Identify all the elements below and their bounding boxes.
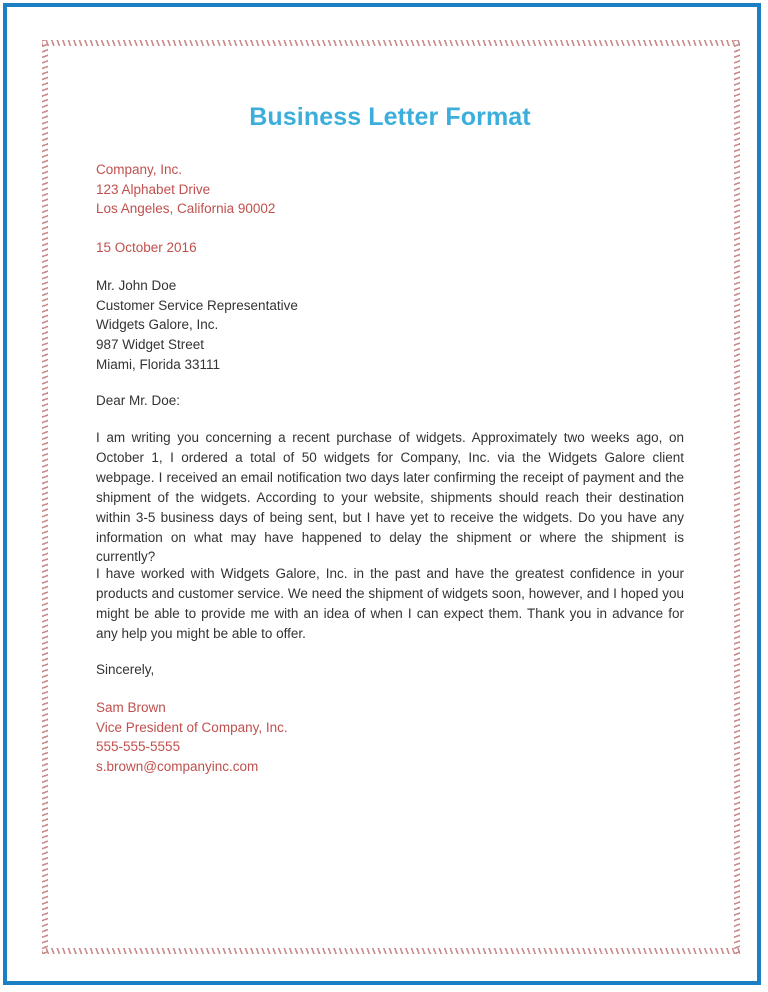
sender-address-line: 123 Alphabet Drive [96, 181, 211, 197]
body-paragraph: I have worked with Widgets Galore, Inc. in the past and have the greatest confidence in your products and customer service. We need the shipment of widgets soon, however, and I hoped you might be able to provide me with an idea of when I can expect them. Thank you in advance for any help you might be able to offer. [96, 566, 684, 641]
signature-name: Sam Brown [96, 700, 166, 715]
decorative-border-bottom [42, 948, 740, 954]
salutation-text: Dear Mr. Doe: [96, 393, 181, 408]
page-title: Business Letter Format [249, 103, 531, 131]
signature-title: Vice President of Company, Inc. [96, 719, 288, 735]
decorative-border-right [734, 40, 740, 954]
signature-email: s.brown@companyinc.com [96, 759, 259, 775]
closing-text: Sincerely, [96, 662, 155, 677]
body-paragraph: I am writing you concerning a recent purchase of widgets. Approximately two weeks ago, on October 1, I ordered a total of 50 widgets for Company, Inc. via the Widgets Galore client webpage. I received an email notification two days later confirming the receipt of payment and the shipment of the widgets. According to your website, shipments should reach their destination within 3-5 business days of being sent, but I have yet to receive the widgets. Do you have any information on what may have happened to delay the shipment or where the shipment is currently? [96, 430, 684, 565]
recipient-address-line: Mr. John Doe [96, 278, 177, 293]
sender-address-line: Company, Inc. [96, 162, 183, 177]
recipient-address-line: Miami, Florida 33111 [96, 356, 221, 372]
recipient-address-line: Widgets Galore, Inc. [96, 317, 219, 333]
recipient-address-line: Customer Service Representative [96, 297, 298, 313]
sender-address-block [96, 160, 684, 219]
signature-phone: 555-555-5555 [96, 739, 181, 755]
decorative-border-top [42, 40, 740, 46]
date-text: 15 October 2016 [96, 240, 197, 255]
recipient-address-block [96, 276, 684, 375]
closing [96, 660, 684, 680]
decorative-border-left [42, 40, 48, 954]
salutation [96, 391, 684, 411]
recipient-address-line: 987 Widget Street [96, 337, 205, 353]
letter-date [96, 238, 684, 258]
signature-block [96, 698, 684, 777]
sender-address-line: Los Angeles, California 90002 [96, 201, 276, 217]
page-outer-frame [3, 3, 761, 985]
